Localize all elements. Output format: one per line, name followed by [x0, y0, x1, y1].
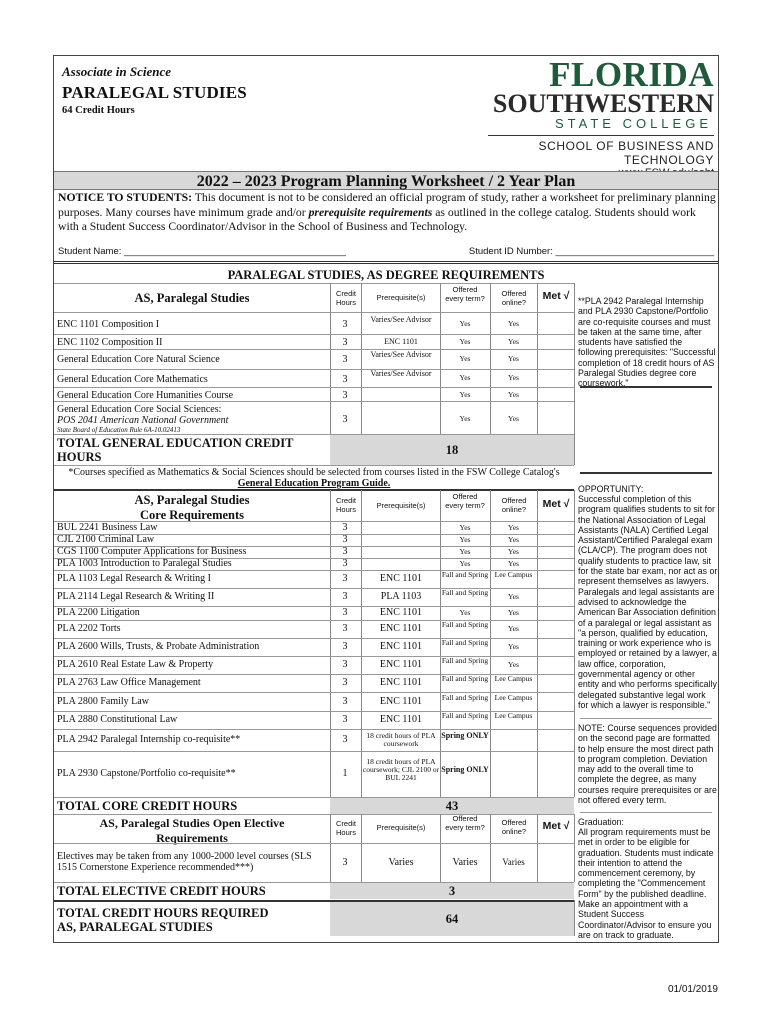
course-offered: Yes	[459, 547, 471, 556]
col-divider	[574, 900, 575, 936]
course-online: Yes	[508, 559, 519, 568]
col-divider	[574, 490, 575, 797]
row-rule	[54, 814, 574, 815]
course-online: Yes	[508, 660, 519, 669]
core-heading	[54, 493, 330, 523]
course-prereq: ENC 1101	[379, 623, 423, 634]
opportunity-title: OPPORTUNITY:	[578, 484, 644, 494]
course-online: Lee Campus	[494, 711, 533, 720]
course-credit: 3	[342, 374, 348, 385]
row-rule	[54, 751, 574, 752]
course-offered: Spring ONLY	[441, 731, 489, 740]
elective-online: Varies	[502, 857, 525, 867]
core-heading-2: Core Requirements	[139, 508, 245, 522]
elective-heading-2: Requirements	[156, 831, 228, 845]
corequisite-note: **PLA 2942 Paralegal Internship and PLA 2930 Capstone/Portfolio are co-requisite courses and must be taken at the same time, after students have satisfied the following prerequisites: "Successful completion of 18 credit hours of AS Paralegal Studies degree core coursework."	[578, 296, 716, 389]
col-divider	[574, 814, 575, 882]
row-rule	[54, 620, 574, 621]
course-prereq: Varies/See Advisor	[370, 369, 432, 378]
table-rule	[54, 283, 574, 284]
sidebar-rule	[580, 472, 712, 474]
course-online: Yes	[508, 523, 519, 532]
row-rule	[54, 369, 574, 370]
course-name: BUL 2241 Business Law	[57, 522, 158, 533]
elective-offered: Varies	[452, 857, 478, 868]
elective-heading	[54, 816, 330, 846]
course-offered: Fall and Spring	[441, 692, 489, 702]
course-credit: 3	[342, 714, 348, 725]
course-online: Yes	[508, 642, 519, 651]
course-name: General Education Core Natural Science	[57, 354, 220, 365]
course-offered: Yes	[459, 559, 471, 568]
col-met: Met √	[542, 820, 570, 832]
course-name: CJL 2100 Criminal Law	[57, 534, 155, 545]
course-credit: 3	[342, 623, 348, 634]
course-credit: 3	[342, 677, 348, 688]
row-rule	[54, 638, 574, 639]
course-prereq: Varies/See Advisor	[370, 315, 432, 324]
col-online: Offered online?	[501, 496, 527, 514]
course-prereq: ENC 1101	[379, 714, 423, 725]
course-name: General Education Core Mathematics	[57, 374, 208, 385]
course-credit: 3	[342, 591, 348, 602]
course-credit: 3	[342, 607, 348, 618]
core-total-value: 43	[445, 799, 459, 813]
course-prereq: ENC 1101	[379, 607, 423, 618]
col-offered: Offered every term?	[445, 285, 485, 303]
course-credit: 3	[342, 734, 348, 745]
course-online: Yes	[508, 624, 519, 633]
logo-rule	[488, 135, 714, 136]
course-online: Yes	[508, 319, 519, 328]
row-rule	[54, 729, 574, 730]
table-rule	[54, 489, 574, 491]
col-prereq: Prerequisite(s)	[376, 501, 426, 510]
student-name-label: Student Name:	[58, 246, 122, 257]
elective-description: Electives may be taken from any 1000-2000 level courses (SLS 1515 Cornerstone Experience recommended***)	[57, 851, 312, 873]
logo-line-state-college: STATE COLLEGE	[555, 116, 712, 131]
course-prereq: 18 credit hours of PLA coursework; CJL 2100 or BUL 2241	[362, 757, 440, 782]
course-online: Yes	[508, 354, 519, 363]
course-name: PLA 1103 Legal Research & Writing I	[57, 573, 212, 584]
course-online: Yes	[508, 337, 519, 346]
course-offered: Yes	[459, 523, 471, 532]
course-name: PLA 2202 Torts	[57, 623, 121, 634]
grand-total-label-2: AS, PARALEGAL STUDIES	[57, 920, 213, 934]
row-rule	[54, 588, 574, 589]
logo-line-southwestern: SOUTHWESTERN	[492, 89, 714, 118]
sidebar-rule	[580, 718, 712, 719]
row-rule	[54, 387, 574, 388]
course-name: PLA 2800 Family Law	[57, 695, 149, 707]
course-credit: 3	[342, 558, 348, 569]
course-credit: 3	[342, 546, 348, 557]
student-name-field[interactable]: __________________________________________	[124, 246, 346, 257]
page-title: 2022 – 2023 Program Planning Worksheet / 2 Year Plan	[54, 171, 718, 190]
course-prereq: PLA 1103	[380, 591, 422, 602]
course-name: PLA 2600 Wills, Trusts, & Probate Administration	[57, 641, 260, 652]
course-online: Lee Campus	[494, 570, 533, 579]
col-credit: Credit Hours	[335, 496, 356, 514]
row-rule	[54, 401, 574, 402]
course-credit: 3	[342, 641, 348, 652]
credit-hours: 64 Credit Hours	[62, 105, 135, 116]
row-rule	[54, 797, 574, 798]
col-offered: Offered every term?	[445, 492, 485, 510]
course-offered: Fall and Spring	[441, 620, 489, 629]
course-credit: 3	[342, 695, 348, 707]
footer-date: 01/01/2019	[667, 984, 718, 995]
course-online: Yes	[508, 414, 519, 423]
core-heading-1: AS, Paralegal Studies	[134, 493, 250, 507]
notice-body-2: as outlined in the college catalog. Students should work with a Student Success Coordinator/Advisor in the School of Business and Technology.	[58, 205, 696, 233]
course-prereq: ENC 1101	[379, 695, 423, 707]
course-offered: Yes	[459, 354, 471, 363]
course-credit: 3	[342, 337, 348, 348]
student-info-line	[58, 246, 714, 257]
gen-ed-note: *Courses specified as Mathematics & Social Sciences should be selected from courses listed in the FSW College Catalog's	[68, 467, 560, 478]
col-met: Met √	[542, 290, 570, 302]
course-online: Yes	[508, 547, 519, 556]
course-credit: 3	[342, 354, 348, 365]
course-online: Yes	[508, 608, 519, 617]
col-credit: Credit Hours	[335, 289, 356, 307]
program-header	[62, 64, 247, 116]
notice-label: NOTICE TO STUDENTS:	[58, 191, 193, 204]
course-name: PLA 2763 Law Office Management	[57, 677, 201, 688]
elective-total-value: 3	[448, 884, 456, 898]
course-name: CGS 1100 Computer Applications for Business	[57, 546, 247, 557]
course-offered: Spring ONLY	[441, 765, 489, 774]
course-name: PLA 2880 Constitutional Law	[57, 714, 178, 725]
course-name: PLA 2200 Litigation	[57, 607, 140, 618]
notice-emphasis: prerequisite requirements	[308, 205, 433, 219]
course-name-detail: POS 2041 American National Government	[57, 415, 229, 426]
graduation-text: All program requirements must be met in order to be eligible for graduation. Students must indicate their intention to attend the commencement ceremony, by completing the "Commencement Form" by the published deadline. Make an appointment with a Student Success Coordinator/Advisor to ensure you are on track to graduate.	[578, 827, 714, 940]
course-offered: Yes	[459, 608, 471, 617]
degree-type: Associate in Science	[62, 64, 172, 79]
course-offered: Fall and Spring	[441, 656, 489, 665]
college-logo	[478, 55, 714, 179]
course-name: PLA 2610 Real Estate Law & Property	[57, 659, 214, 670]
gen-ed-heading: AS, Paralegal Studies	[134, 291, 250, 305]
col-offered: Offered every term?	[445, 814, 485, 832]
course-offered: Yes	[459, 414, 471, 423]
row-rule	[54, 465, 574, 466]
course-name: General Education Core Social Sciences:	[57, 404, 222, 415]
row-rule	[54, 349, 574, 350]
core-total-label: TOTAL CORE CREDIT HOURS	[57, 799, 238, 813]
elective-heading-1: AS, Paralegal Studies Open Elective	[99, 816, 285, 830]
table-rule	[54, 312, 574, 313]
col-divider	[574, 283, 575, 465]
course-credit: 3	[342, 534, 348, 545]
elective-credit: 3	[342, 857, 348, 868]
course-prereq: ENC 1101	[379, 573, 423, 584]
course-name: PLA 2942 Paralegal Internship co-requisite**	[57, 734, 241, 745]
grand-total-label	[57, 906, 327, 934]
school-name: SCHOOL OF BUSINESS AND TECHNOLOGY	[538, 139, 714, 167]
sequence-note: NOTE: Course sequences provided on the second page are formatted to help ensure the most direct path to program completion. Deviation may add to the overall time to complete the degree, as many courses require prerequisites or are not offered every term.	[578, 723, 717, 806]
col-divider	[440, 814, 441, 882]
course-offered: Yes	[459, 390, 471, 399]
program-name: PARALEGAL STUDIES	[62, 83, 247, 102]
course-offered: Fall and Spring	[441, 674, 489, 683]
course-prereq: ENC 1101	[379, 641, 423, 652]
course-online: Lee Campus	[494, 692, 533, 702]
sidebar-rule	[580, 386, 712, 388]
graduation-title: Graduation:	[578, 817, 624, 827]
course-credit: 3	[342, 319, 348, 330]
gen-ed-total-value: 18	[445, 443, 459, 457]
worksheet-page	[53, 55, 719, 943]
grand-total-label-1: TOTAL CREDIT HOURS REQUIRED	[57, 906, 269, 920]
divider	[54, 261, 718, 264]
course-offered: Yes	[459, 535, 471, 544]
course-offered: Fall and Spring	[441, 638, 489, 647]
col-prereq: Prerequisite(s)	[376, 823, 426, 832]
gen-ed-total-label: TOTAL GENERAL EDUCATION CREDIT HOURS	[57, 436, 294, 464]
elective-total-label: TOTAL ELECTIVE CREDIT HOURS	[57, 884, 266, 898]
row-rule	[54, 656, 574, 657]
row-rule	[54, 843, 574, 844]
course-credit: 1	[342, 768, 348, 779]
course-prereq: Varies/See Advisor	[370, 350, 432, 359]
course-name: PLA 2114 Legal Research & Writing II	[57, 591, 215, 602]
student-id-field[interactable]: ______________________________	[555, 246, 714, 257]
gen-ed-note-guide: General Education Program Guide.	[237, 478, 391, 489]
course-online: Yes	[508, 390, 519, 399]
course-credit: 3	[342, 414, 348, 425]
col-online: Offered online?	[501, 289, 527, 307]
rule-reference: State Board of Education Rule 6A-10.02413	[57, 426, 181, 434]
course-offered: Yes	[459, 319, 471, 328]
course-offered: Fall and Spring	[441, 711, 489, 720]
course-name: ENC 1102 Composition II	[57, 337, 163, 348]
col-prereq: Prerequisite(s)	[376, 293, 426, 302]
course-online: Yes	[508, 535, 519, 544]
col-online: Offered online?	[501, 818, 527, 836]
col-credit: Credit Hours	[335, 819, 356, 837]
course-online: Yes	[508, 373, 519, 382]
grand-total-value: 64	[445, 912, 459, 926]
sidebar-rule	[580, 812, 712, 813]
notice-text	[58, 191, 718, 235]
course-offered: Fall and Spring	[441, 570, 489, 579]
student-id-label: Student ID Number:	[468, 246, 553, 257]
course-online: Lee Campus	[494, 674, 533, 683]
course-prereq: 18 credit hours of PLA coursework	[366, 731, 436, 748]
course-credit: 3	[342, 659, 348, 670]
course-prereq: ENC 1101	[384, 337, 418, 346]
course-offered: Fall and Spring	[441, 588, 489, 597]
logo-line-florida: FLORIDA	[549, 55, 714, 94]
course-name: PLA 2930 Capstone/Portfolio co-requisite**	[57, 768, 236, 779]
course-offered: Yes	[459, 373, 471, 382]
course-credit: 3	[342, 573, 348, 584]
course-credit: 3	[342, 522, 348, 533]
course-prereq: ENC 1101	[379, 659, 423, 670]
course-name: ENC 1101 Composition I	[57, 319, 160, 330]
course-name: General Education Core Humanities Course	[57, 390, 234, 401]
course-name: PLA 1003 Introduction to Paralegal Studies	[57, 558, 232, 569]
course-prereq: ENC 1101	[379, 677, 423, 688]
opportunity-text: Successful completion of this program qualifies students to sit for the National Association of Legal Assistants (NALA) Certified Legal Assistant/Certified Paralegal exam (CLA/CP). The program does not qualify students to practice law, sit for the state bar exam, nor act as or represent themselves as lawyers. Paralegals and legal assistants are advised to acknowledge the American Bar Association definition of a paralegal or legal assistant as "a person, qualified by education, training or work experience who is employed or retained by a lawyer, a law office, corporation, governmental agency or other entity and who performs specifically delegated substantive legal work for which a lawyer is responsible."	[578, 494, 718, 710]
notice-body-1: This document is not to be considered an official program of study, rather a worksheet for preliminary planning purposes. Many courses have minimum grade and/or	[58, 191, 716, 219]
section-title: PARALEGAL STUDIES, AS DEGREE REQUIREMENTS	[227, 268, 545, 282]
col-met: Met √	[542, 498, 570, 510]
row-rule	[54, 334, 574, 335]
course-offered: Yes	[459, 337, 471, 346]
course-credit: 3	[342, 390, 348, 401]
course-online: Yes	[508, 592, 519, 601]
elective-prereq: Varies	[388, 857, 414, 868]
